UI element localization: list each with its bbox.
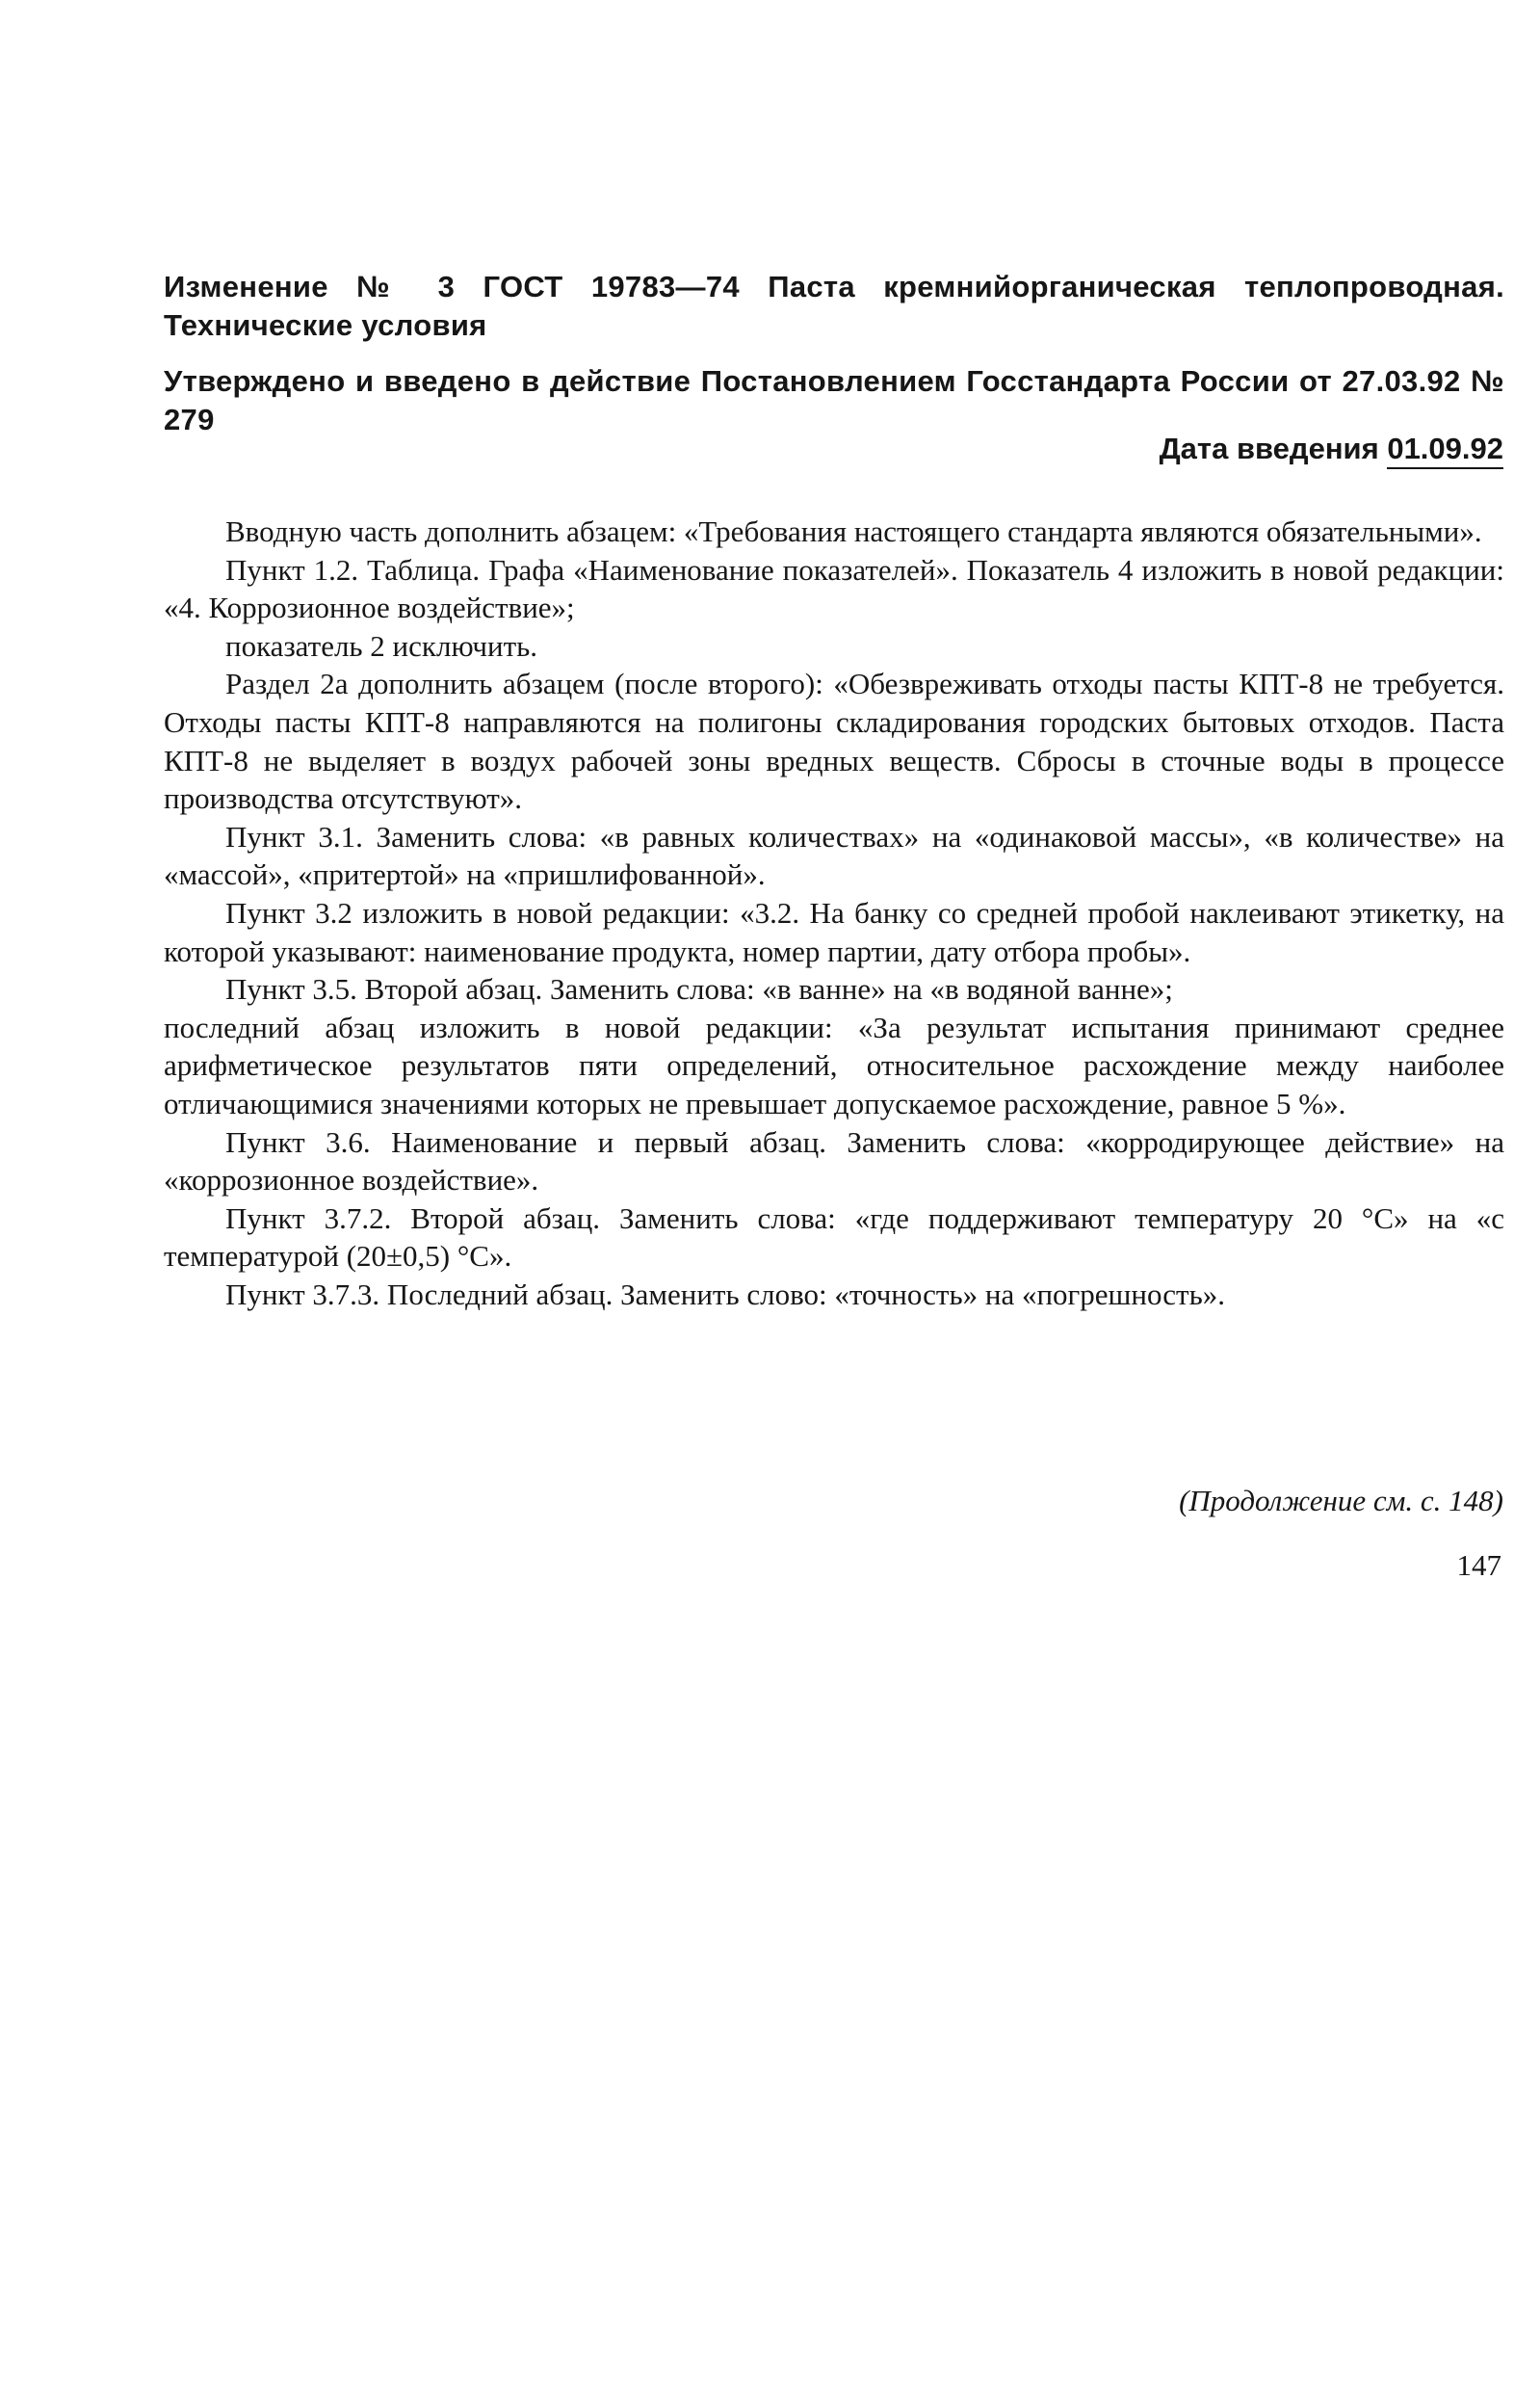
- document-title: Изменение № 3 ГОСТ 19783—74 Паста кремнийорганическая теплопроводная. Технические условия: [164, 270, 1504, 342]
- paragraph-item-3-7-2: Пункт 3.7.2. Второй абзац. Заменить слова: «где поддерживают температуру 20 °С» на «с температурой (20±0,5) °С».: [164, 1200, 1504, 1274]
- paragraph-item-3-5: Пункт 3.5. Второй абзац. Заменить слова: «в ванне» на «в водяной ванне»;: [225, 972, 1173, 1007]
- paragraph-item-3-6: Пункт 3.6. Наименование и первый абзац. Заменить слова: «корродирующее действие» на «коррозионное воздействие».: [164, 1124, 1504, 1198]
- page-number: 147: [1456, 1548, 1501, 1582]
- continuation-note: (Продолжение см. с. 148): [1179, 1484, 1503, 1517]
- paragraph-indicator-2: показатель 2 исключить.: [225, 628, 538, 663]
- amendment-body: [164, 513, 1504, 1313]
- approval-statement: Утверждено и введено в действие Постановлением Госстандарта России от 27.03.92 № 279: [164, 364, 1504, 436]
- effective-date-value: 01.09.92: [1387, 432, 1503, 469]
- paragraph-item-3-5-last: последний абзац изложить в новой редакции: «За результат испытания принимают среднее арифметическое результатов пяти определений, относительное расхождение между наиболее отличающимися значениями которых не превышает допускаемое расхождение, равное 5 %».: [164, 1010, 1504, 1120]
- paragraph-item-3-7-3: Пункт 3.7.3. Последний абзац. Заменить слово: «точность» на «погрешность».: [225, 1277, 1225, 1311]
- effective-date: [1160, 430, 1503, 468]
- paragraph-section-2a: Раздел 2а дополнить абзацем (после второго): «Обезвреживать отходы пасты КПТ-8 не требуется. Отходы пасты КПТ-8 направляются на полигоны складирования городских бытовых отходов. Паста КПТ-8 не выделяет в воздух рабочей зоны вредных веществ. Сбросы в сточные воды в процессе производства отсутствуют».: [164, 667, 1504, 816]
- paragraph-intro: Вводную часть дополнить абзацем: «Требования настоящего стандарта являются обязательными».: [225, 514, 1482, 548]
- effective-date-label: Дата введения: [1159, 432, 1379, 465]
- paragraph-item-3-2: Пункт 3.2 изложить в новой редакции: «3.2. На банку со средней пробой наклеивают этикетку, на которой указывают: наименование продукта, номер партии, дату отбора пробы».: [164, 895, 1504, 968]
- paragraph-item-1-2: Пункт 1.2. Таблица. Графа «Наименование показателей». Показатель 4 изложить в новой редакции: «4. Коррозионное воздействие»;: [164, 552, 1504, 625]
- paragraph-item-3-1: Пункт 3.1. Заменить слова: «в равных количествах» на «одинаковой массы», «в количестве» на «массой», «притертой» на «пришлифованной».: [164, 819, 1504, 892]
